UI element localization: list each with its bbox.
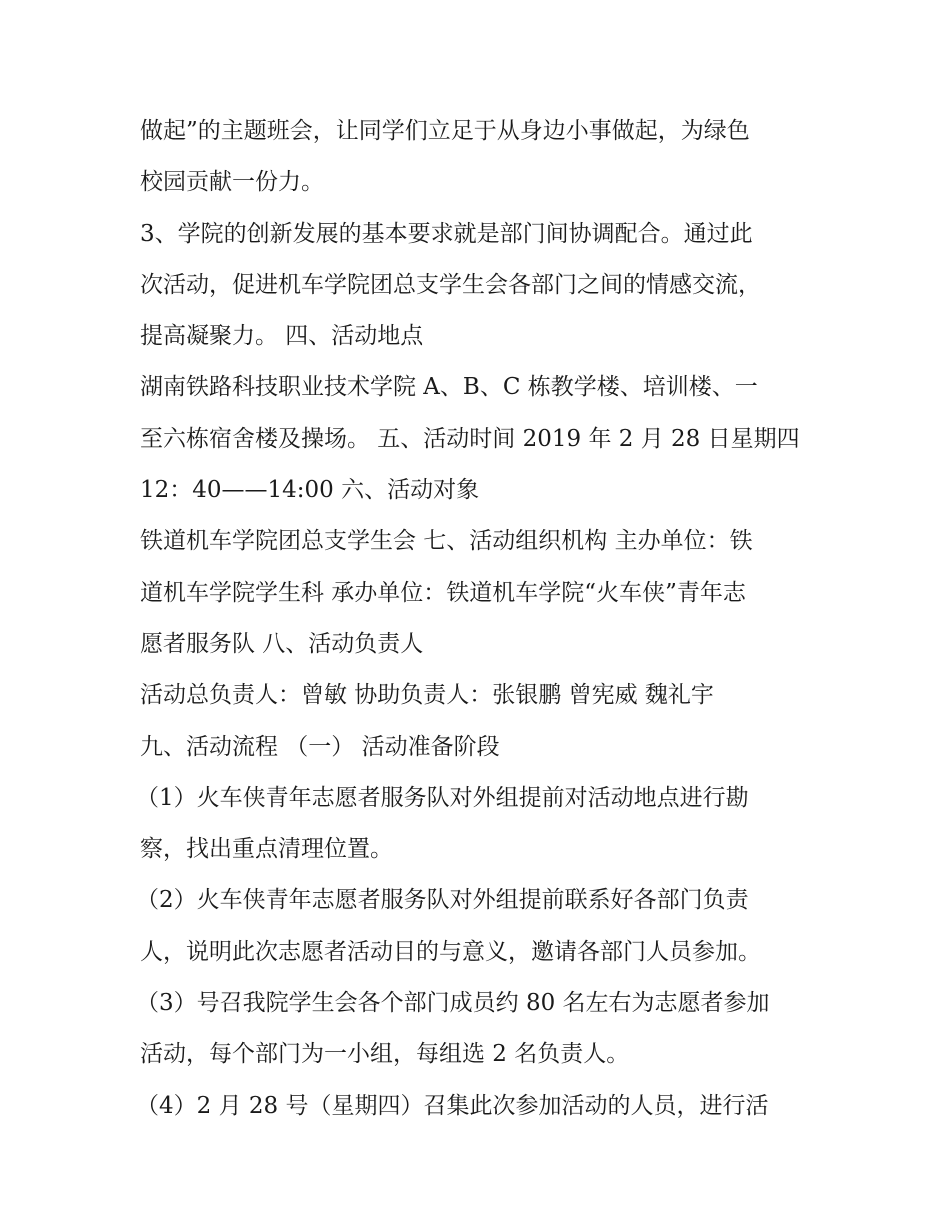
body-text <box>136 106 820 1132</box>
text-line: 活动总负责人：曾敏 协助负责人：张银鹏 曾宪威 魏礼宇 <box>140 682 714 709</box>
text-line: 活动，每个部门为一小组，每组选 2 名负责人。 <box>140 1041 630 1068</box>
text-line: 愿者服务队 八、活动负责人 <box>140 630 424 657</box>
text-line: 提高凝聚力。 四、活动地点 <box>140 323 424 350</box>
text-line: （3）号召我院学生会各个部门成员约 80 名左右为志愿者参加 <box>136 990 770 1017</box>
text-line: （4）2 月 28 号（星期四）召集此次参加活动的人员，进行活 <box>136 1092 769 1119</box>
text-line: 察，找出重点清理位置。 <box>140 836 393 863</box>
text-line: 做起”的主题班会，让同学们立足于从身边小事做起，为绿色 <box>140 118 750 144</box>
text-line: 铁道机车学院团总支学生会 七、活动组织机构 主办单位：铁 <box>140 528 753 555</box>
text-line: （2）火车侠青年志愿者服务队对外组提前联系好各部门负责 <box>136 887 749 914</box>
text-line: 次活动，促进机车学院团总支学生会各部门之间的情感交流， <box>140 271 761 298</box>
text-line: 道机车学院学生科 承办单位：铁道机车学院“火车侠”青年志 <box>140 579 746 606</box>
text-line: 至六栋宿舍楼及操场。 五、活动时间 2019 年 2 月 28 日星期四 <box>140 425 800 452</box>
text-line: 12：40——14:00 六、活动对象 <box>140 477 480 504</box>
text-line: 九、活动流程 （一） 活动准备阶段 <box>140 733 500 760</box>
text-line: （1）火车侠青年志愿者服务队对外组提前对活动地点进行勘 <box>136 784 749 811</box>
text-line: 湖南铁路科技职业技术学院 A、B、C 栋教学楼、培训楼、一 <box>140 374 758 401</box>
text-line: 3、学院的创新发展的基本要求就是部门间协调配合。通过此 <box>140 220 753 247</box>
text-line: 校园贡献一份力。 <box>140 169 324 196</box>
text-line: 人，说明此次志愿者活动目的与意义，邀请各部门人员参加。 <box>140 938 761 965</box>
